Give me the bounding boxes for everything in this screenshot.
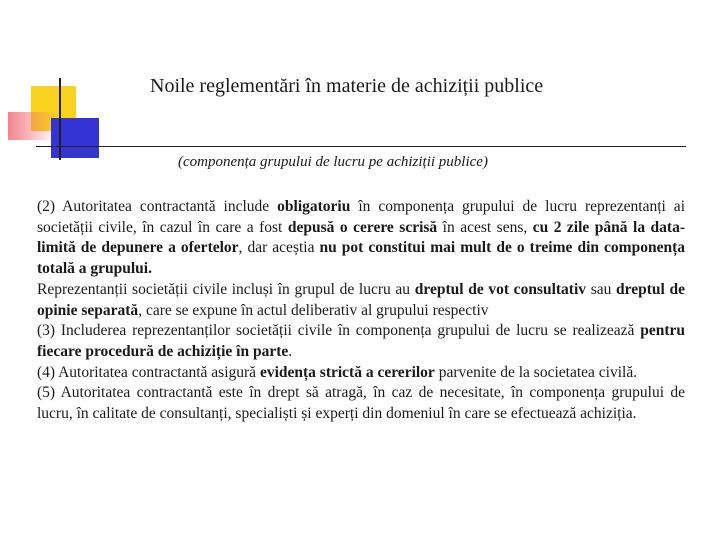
paragraph-3: (3) Includerea reprezentanților societății civile în componența grupului de lucru se realizează pentru fiecare procedură de achiziție în parte. <box>37 322 685 360</box>
paragraph-2: (2) Autoritatea contractantă include obligatoriu în componența grupului de lucru reprezentanți ai societății civile, în cazul în care a fost depusă o cerere scrisă în acest sens, cu 2 zile până la data-limită de depunere a ofertelor, dar aceștia nu pot constitui mai mult de o treime din componența totală a grupului. <box>37 198 685 278</box>
paragraph-4: (4) Autoritatea contractantă asigură evidența strictă a cererilor parvenite de la societatea civilă. <box>37 363 638 381</box>
paragraph-voting: Reprezentanții societății civile incluși în grupul de lucru au dreptul de vot consultativ sau dreptul de opinie separată, care se expune în actul deliberativ al grupului respectiv <box>37 280 686 319</box>
slide-subtitle: (componența grupului de lucru pe achiziții publice) <box>178 154 488 170</box>
paragraph-5: (5) Autoritatea contractantă este în drept să atragă, în caz de necesitate, în componența grupului de lucru, în calitate de consultanți, specialiști și experți din domeniul în care se efectuează achiziția. <box>37 384 685 423</box>
decor-vertical-line <box>59 78 61 160</box>
decor-horizontal-line <box>36 146 686 147</box>
slide-title: Noile reglementări în materie de achiziții publice <box>150 75 544 97</box>
slide-body <box>37 197 685 425</box>
